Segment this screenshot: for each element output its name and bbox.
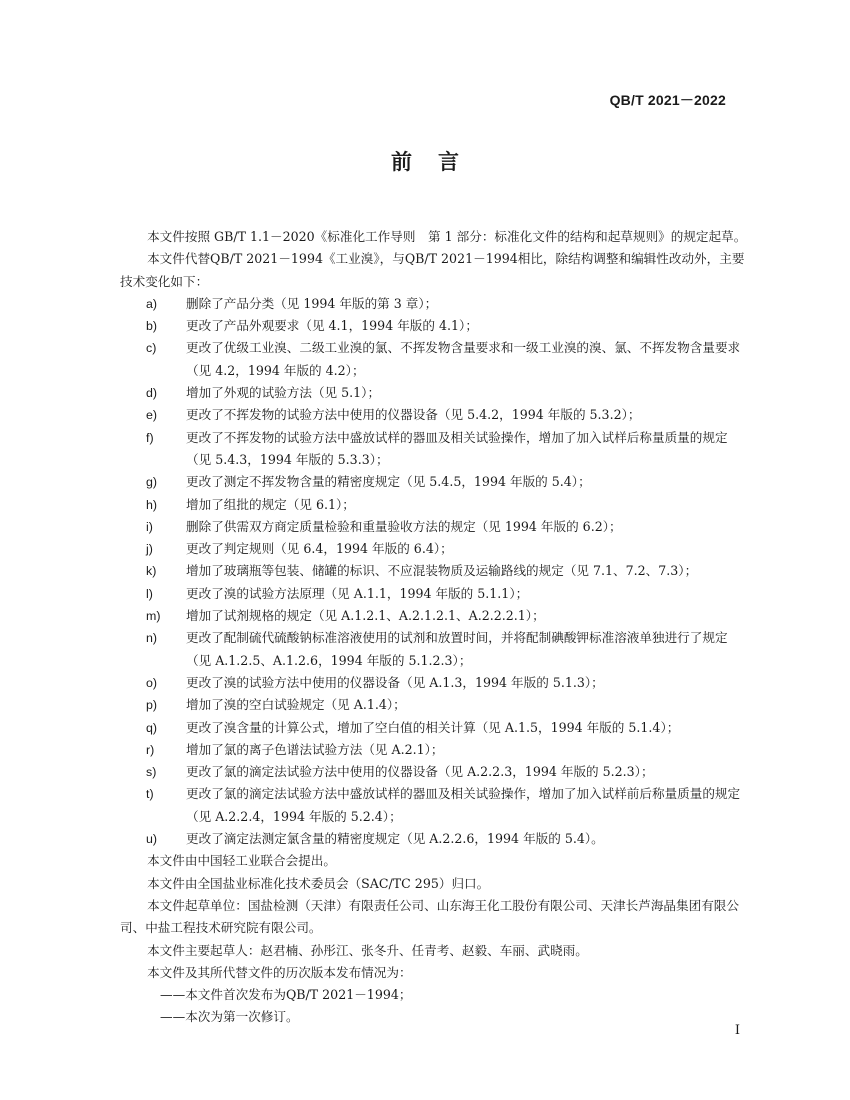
change-item (120, 494, 750, 516)
change-item-text: 增加了试剂规格的规定（见 A.1.2.1、A.2.1.2.1、A.2.2.2.1）； (186, 608, 545, 624)
change-item (120, 583, 750, 605)
change-item-label: g) (146, 475, 158, 490)
change-item-text: 更改了溴含量的计算公式，增加了空白值的相关计算（见 A.1.5，1994 年版的 5.1.4）； (186, 719, 680, 735)
page-number: I (734, 1023, 740, 1038)
change-item (120, 337, 750, 382)
page-title: 前言 (391, 150, 485, 174)
change-item (120, 717, 750, 739)
change-item-label: d) (146, 386, 158, 401)
change-item-text: 更改了产品外观要求（见 4.1，1994 年版的 4.1）； (186, 318, 478, 334)
change-item-label: b) (146, 319, 158, 334)
change-item-text: 删除了供需双方商定质量检验和重量验收方法的规定（见 1994 年版的 6.2）； (186, 518, 622, 534)
change-item (120, 538, 750, 560)
change-item-text: 更改了配制硫代硫酸钠标准溶液使用的试剂和放置时间，并将配制碘酸钾标准溶液单独进行了规定（见 A.1.2.5、A.1.2.6，1994 年版的 5.1.2.3）； (186, 630, 728, 668)
change-item-label: e) (146, 408, 158, 423)
outro-paragraph: 本文件主要起草人：赵君楠、孙彤江、张冬升、任青考、赵毅、车丽、武晓雨。 (147, 942, 588, 958)
change-item-label: k) (146, 564, 157, 579)
outro-paragraph: 本文件起草单位：国盐检测（天津）有限责任公司、山东海王化工股份有限公司、天津长芦海晶集团有限公司、中盐工程技术研究院有限公司。 (120, 897, 739, 936)
change-item-text: 更改了溴的试验方法原理（见 A.1.1，1994 年版的 5.1.1）； (186, 585, 529, 601)
change-item-label: f) (146, 430, 154, 445)
history-line: ——本次为第一次修订。 (160, 1009, 299, 1025)
intro-paragraph: 本文件代替QB/T 2021－1994《工业溴》，与QB/T 2021－1994相比，除结构调整和编辑性改动外，主要技术变化如下： (120, 251, 745, 289)
changes-list (120, 293, 750, 850)
change-item-label: j) (146, 542, 153, 557)
outro-paragraph: 本文件及其所代替文件的历次版本发布情况为： (147, 964, 412, 980)
change-item (120, 783, 750, 828)
change-item-label: u) (146, 832, 158, 847)
change-item (120, 560, 750, 582)
change-item-text: 增加了玻璃瓶等包装、储罐的标识、不应混装物质及运输路线的规定（见 7.1、7.2、7.3）； (186, 563, 698, 579)
change-item-label: t) (146, 787, 154, 802)
history-line: ——本文件首次发布为QB/T 2021－1994； (160, 987, 412, 1003)
change-item-text: 更改了溴的试验方法中使用的仪器设备（见 A.1.3，1994 年版的 5.1.3）； (186, 674, 604, 690)
standard-code: QB/T 2021－2022 (609, 92, 726, 108)
change-item-text: 增加了外观的试验方法（见 5.1）； (186, 385, 381, 401)
change-item-label: r) (146, 742, 155, 757)
change-item-label: c) (146, 341, 157, 356)
change-item-label: p) (146, 698, 158, 713)
change-item (120, 404, 750, 426)
intro-paragraph: 本文件按照 GB/T 1.1－2020《标准化工作导则 第 1 部分：标准化文件的结构和起草规则》的规定起草。 (147, 229, 747, 244)
change-item-text: 更改了不挥发物的试验方法中使用的仪器设备（见 5.4.2，1994 年版的 5.3.2）； (186, 407, 641, 423)
change-item-label: i) (146, 519, 153, 534)
change-item-text: 更改了优级工业溴、二级工业溴的氯、不挥发物含量要求和一级工业溴的溴、氯、不挥发物含量要求（见 4.2，1994 年版的 4.2）； (186, 340, 741, 378)
document-body (120, 226, 750, 1029)
change-item (120, 605, 750, 627)
change-item-text: 更改了判定规则（见 6.4，1994 年版的 6.4）； (186, 541, 453, 557)
change-item-text: 增加了组批的规定（见 6.1）； (186, 496, 355, 512)
change-item-text: 更改了不挥发物的试验方法中盛放试样的器皿及相关试验操作，增加了加入试样后称量质量的规定（见 5.4.3，1994 年版的 5.3.3）； (186, 429, 728, 467)
change-item-label: a) (146, 296, 158, 311)
change-item (120, 293, 750, 315)
change-item-text: 更改了测定不挥发物含量的精密度规定（见 5.4.5，1994 年版的 5.4）； (186, 474, 591, 490)
outro-paragraph: 本文件由中国轻工业联合会提出。 (147, 853, 336, 869)
change-item-text: 更改了滴定法测定氯含量的精密度规定（见 A.2.2.6，1994 年版的 5.4）。 (186, 831, 604, 847)
change-item-label: n) (146, 631, 158, 646)
change-item-text: 更改了氯的滴定法试验方法中盛放试样的器皿及相关试验操作，增加了加入试样前后称量质量的规定（见 A.2.2.4，1994 年版的 5.2.4）； (186, 786, 741, 824)
change-item-label: q) (146, 720, 158, 735)
change-item-label: s) (146, 765, 157, 780)
change-item (120, 761, 750, 783)
change-item-label: l) (146, 586, 153, 601)
change-item-text: 增加了氯的离子色谱法试验方法（见 A.2.1）； (186, 741, 444, 757)
change-item-label: m) (146, 609, 161, 624)
change-item-label: o) (146, 675, 158, 690)
change-item (120, 672, 750, 694)
change-item (120, 828, 750, 850)
change-item-text: 删除了产品分类（见 1994 年版的第 3 章）； (186, 295, 438, 311)
change-item-text: 更改了氯的滴定法试验方法中使用的仪器设备（见 A.2.2.3，1994 年版的 5.2.3）； (186, 764, 654, 780)
change-item (120, 382, 750, 404)
change-item (120, 471, 750, 493)
change-item (120, 516, 750, 538)
change-item-text: 增加了溴的空白试验规定（见 A.1.4）； (186, 697, 406, 713)
change-item (120, 627, 750, 672)
outro-paragraph: 本文件由全国盐业标准化技术委员会（SAC/TC 295）归口。 (147, 875, 490, 891)
change-item (120, 739, 750, 761)
change-item (120, 694, 750, 716)
change-item (120, 427, 750, 472)
change-item (120, 315, 750, 337)
change-item-label: h) (146, 497, 158, 512)
